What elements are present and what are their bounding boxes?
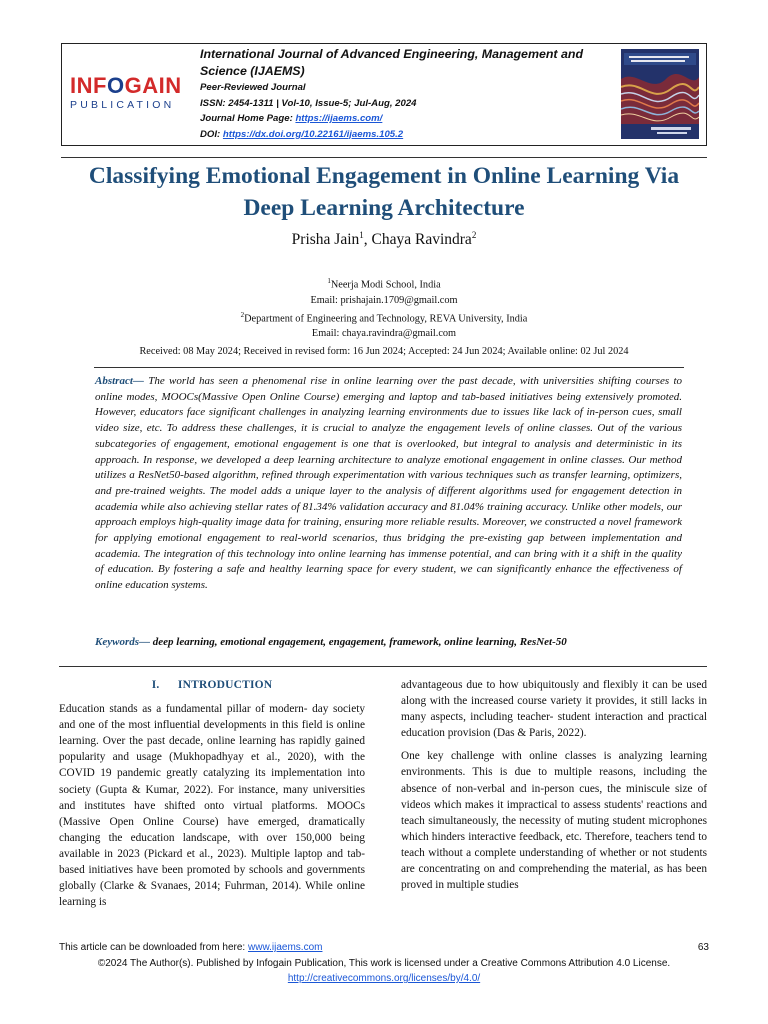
right-column bbox=[401, 677, 707, 900]
abstract bbox=[95, 374, 682, 594]
affiliations bbox=[0, 274, 768, 342]
affiliation-1: $^1$Neerja Modi School, India bbox=[327, 277, 441, 291]
logo-text-o: O bbox=[106, 73, 125, 98]
logo-text-part1: INF bbox=[70, 73, 107, 98]
logo-subtitle: PUBLICATION bbox=[70, 99, 175, 111]
license-line bbox=[59, 973, 709, 984]
doi-link[interactable]: https://dx.doi.org/10.22161/ijaems.105.2 bbox=[222, 128, 404, 140]
keywords-text: deep learning, emotional engagement, engagement, framework, online learning, ResNet-50 bbox=[150, 636, 567, 648]
journal-info bbox=[200, 46, 610, 142]
homepage-link[interactable]: https://ijaems.com/ bbox=[295, 113, 383, 124]
author-name: Chaya Ravindra bbox=[371, 231, 472, 249]
abstract-text: The world has seen a phenomenal rise in online learning over the past decade, with universities shifting courses to online modes, MOOCs(Massive Open Online Course) emerging and laptop and tab-based initiatives being extensively promoted. However, educators face significant challenges in analyzing learning environments due to issues like lack of in-person cues, small video size, etc. To address these challenges, it is crucial to analyze the engagement levels of online classes. Out of the various subcategories of engagement, emotional engagement is one that is overlooked, but integral to analysis and deterministic in its approach. In response, we developed a deep learning architecture to analyze emotional engagement in online classes. Our method utilizes a ResNet50-based algorithm, refined through experimentation with various techniques such as transfer learning, optimizers, and pre-trained weights. The model adds a unique layer to the analysis of different algorithms used for engagement detection in academia while also achieving stellar rates of 81.34% validation accuracy and 81.04% training accuracy. Unlike other models, our approach employs high-quality image data for training, ensuring more reliable results. Moreover, we constructed a novel framework for applying emotional engagement to real-world scenarios, thus bridging the pre-existing gap between implementation and academia. The integration of this technology into online learning has immense potential, and can bring with it a shift in the quality of education. By fostering a safe and healthy learning space for every student, we can significantly enhance the effectiveness of online education systems. bbox=[95, 375, 682, 592]
affiliation-2: $^2$Department of Engineering and Technology, REVA University, India bbox=[240, 310, 528, 325]
homepage-line: Journal Home Page: https://ijaems.com/ bbox=[200, 113, 383, 124]
journal-title: International Journal of Advanced Engineering, Management and Science (IJAEMS) bbox=[200, 47, 584, 78]
abstract-label: Abstract— bbox=[95, 375, 144, 387]
section-heading: I. INTRODUCTION bbox=[151, 679, 273, 691]
doi-line: DOI: https://dx.doi.org/10.22161/ijaems.105.2 bbox=[200, 128, 404, 140]
peer-reviewed-label: Peer-Reviewed Journal bbox=[200, 82, 306, 93]
body-paragraph: advantageous due to how ubiquitously and flexibly it can be used along with the increased course variety it provides, it still lacks in many aspects, including teacher- student interaction and practical education provision (Das & Paris, 2022). bbox=[401, 679, 707, 740]
infogain-logo bbox=[70, 74, 192, 124]
copyright-notice: ©2024 The Author(s). Published by Infogain Publication, This work is licensed under a Creative Commons Attribution 4.0 License. bbox=[97, 958, 671, 969]
issn-line: ISSN: 2454-1311 | Vol-10, Issue-5; Jul-Aug, 2024 bbox=[200, 97, 417, 109]
keywords bbox=[95, 636, 685, 648]
body-divider bbox=[59, 666, 707, 667]
journal-cover-image bbox=[621, 49, 699, 139]
download-link[interactable]: www.ijaems.com bbox=[248, 942, 323, 953]
keywords-label: Keywords— bbox=[95, 636, 150, 648]
submission-dates: Received: 08 May 2024; Received in revised form: 16 Jun 2024; Accepted: 24 Jun 2024; Available online: 02 Jul 2024 bbox=[139, 346, 629, 357]
footer-download-line: This article can be downloaded from here: www.ijaems.com 63 bbox=[59, 942, 709, 953]
page-number: 63 bbox=[697, 942, 709, 953]
author-list: Prisha Jain$^1$, Chaya Ravindra$^2$ bbox=[291, 230, 477, 249]
body-paragraph: One key challenge with online classes is analyzing learning environments. This is due to multiple reasons, including the absence of non-verbal and in-person cues, the miniscule size of videos which makes it impractical to assess students' reactions and teach simultaneously, the necessity of muting student microphones which hinders interactive feedback, etc. Therefore, teachers tend to teach without a complete understanding of whether or not students are concentrating on and comprehending the material, as has been proved in multiple studies bbox=[401, 750, 707, 892]
author-name: Prisha Jain bbox=[291, 231, 360, 249]
email-2: Email: chaya.ravindra@gmail.com bbox=[311, 328, 457, 340]
journal-header bbox=[61, 43, 707, 146]
logo-text-part2: GAIN bbox=[124, 73, 182, 98]
abstract-top-divider bbox=[94, 367, 684, 368]
left-column bbox=[59, 677, 365, 917]
header-divider bbox=[61, 157, 707, 158]
paper-title: Classifying Emotional Engagement in Online Learning Via Deep Learning Architecture bbox=[88, 163, 680, 221]
body-paragraph: Education stands as a fundamental pillar of modern- day society and one of the most influential developments in this field is online learning. Over the past decade, online learning has rapidly gained popularity and usage (Mukhopadhyay et al., 2020), with the COVID 19 pandemic greatly catalyzing its implementation into society (Gupta & Kumar, 2022). For instance, many universities and institutes have shifted onto virtual platforms. MOOCs (Massive Open Online Course) have emerged, dramatically changing the education landscape, with over 150,000 being available in 2023 (Pickard et al., 2023). Multiple laptop and tab-based initiatives have been promoted by schools and governments globally (Clarke & Svanaes, 2014; Fuhrman, 2014). While online learning is bbox=[59, 703, 365, 909]
cover-art-icon bbox=[621, 49, 699, 139]
email-1: Email: prishajain.1709@gmail.com bbox=[310, 294, 458, 306]
license-link[interactable]: http://creativecommons.org/licenses/by/4.0/ bbox=[287, 973, 481, 984]
